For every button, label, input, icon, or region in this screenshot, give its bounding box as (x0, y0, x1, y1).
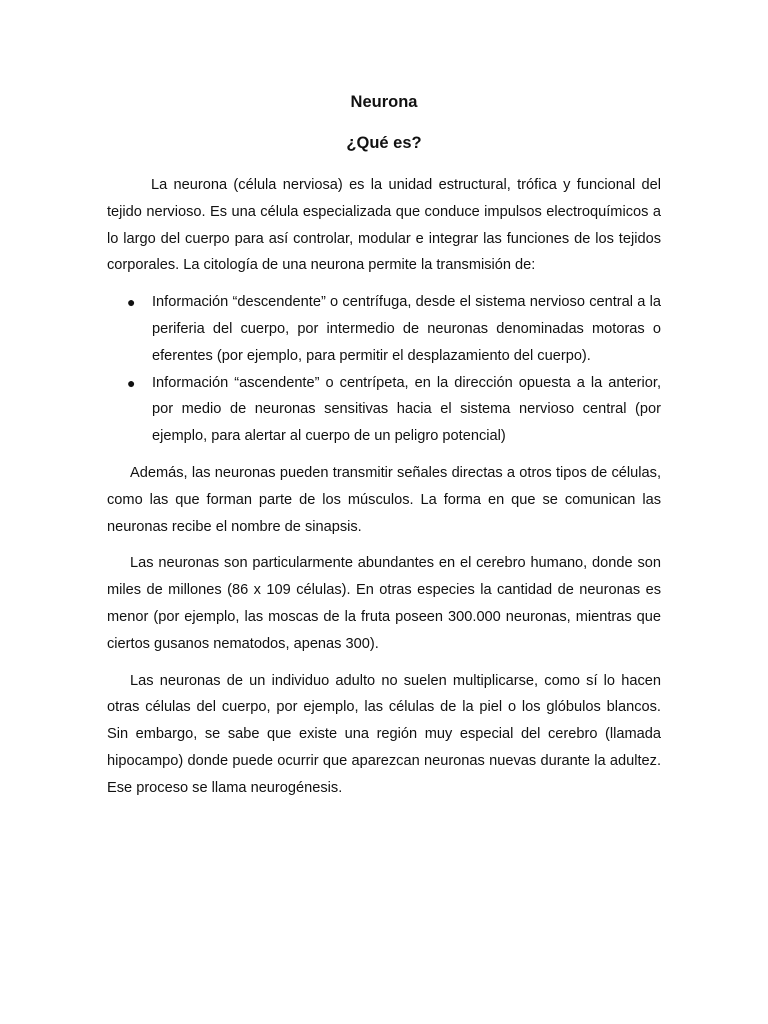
body-paragraph: Las neuronas son particularmente abundantes en el cerebro humano, donde son miles de millones (86 x 109 células). En otras especies la cantidad de neuronas es menor (por ejemplo, las moscas de la fruta poseen 300.000 neuronas, mientras que ciertos gusanos nematodos, apenas 300). (107, 555, 661, 652)
list-item (107, 370, 661, 450)
section-heading: ¿Qué es? (346, 134, 422, 152)
document-page (107, 90, 661, 802)
bullet-dot-icon: ● (127, 374, 136, 391)
bullet-dot-icon: ● (127, 294, 136, 311)
intro-paragraph: La neurona (célula nerviosa) es la unidad estructural, trófica y funcional del tejido nervioso. Es una célula especializada que conduce impulsos electroquímicos a lo largo del cuerpo para así controlar, modular e integrar las funciones de los tejidos corporales. La citología de una neurona permite la transmisión de: (107, 177, 661, 274)
list-item-text: Información “descendente” o centrífuga, desde el sistema nervioso central a la periferia del cuerpo, por intermedio de neuronas denominadas motoras o eferentes (por ejemplo, para permitir el desplazamiento del cuerpo). (152, 294, 661, 364)
list-item-text: Información “ascendente” o centrípeta, en la dirección opuesta a la anterior, por medio de neuronas sensitivas hacia el sistema nervioso central (por ejemplo, para alertar al cuerpo de un peligro potencial) (152, 374, 661, 445)
body-paragraph: Además, las neuronas pueden transmitir señales directas a otros tipos de células, como las que forman parte de los músculos. La forma en que se comunican las neuronas recibe el nombre de sinapsis. (107, 464, 661, 535)
bullet-list (107, 289, 661, 450)
body-paragraph: Las neuronas de un individuo adulto no suelen multiplicarse, como sí lo hacen otras células del cuerpo, por ejemplo, las células de la piel o los glóbulos blancos. Sin embargo, se sabe que existe una región muy especial del cerebro (llamada hipocampo) donde puede ocurrir que aparezcan neuronas nuevas durante la adultez. Ese proceso se llama neurogénesis. (107, 672, 661, 796)
list-item (107, 289, 661, 369)
document-title: Neurona (350, 93, 418, 111)
